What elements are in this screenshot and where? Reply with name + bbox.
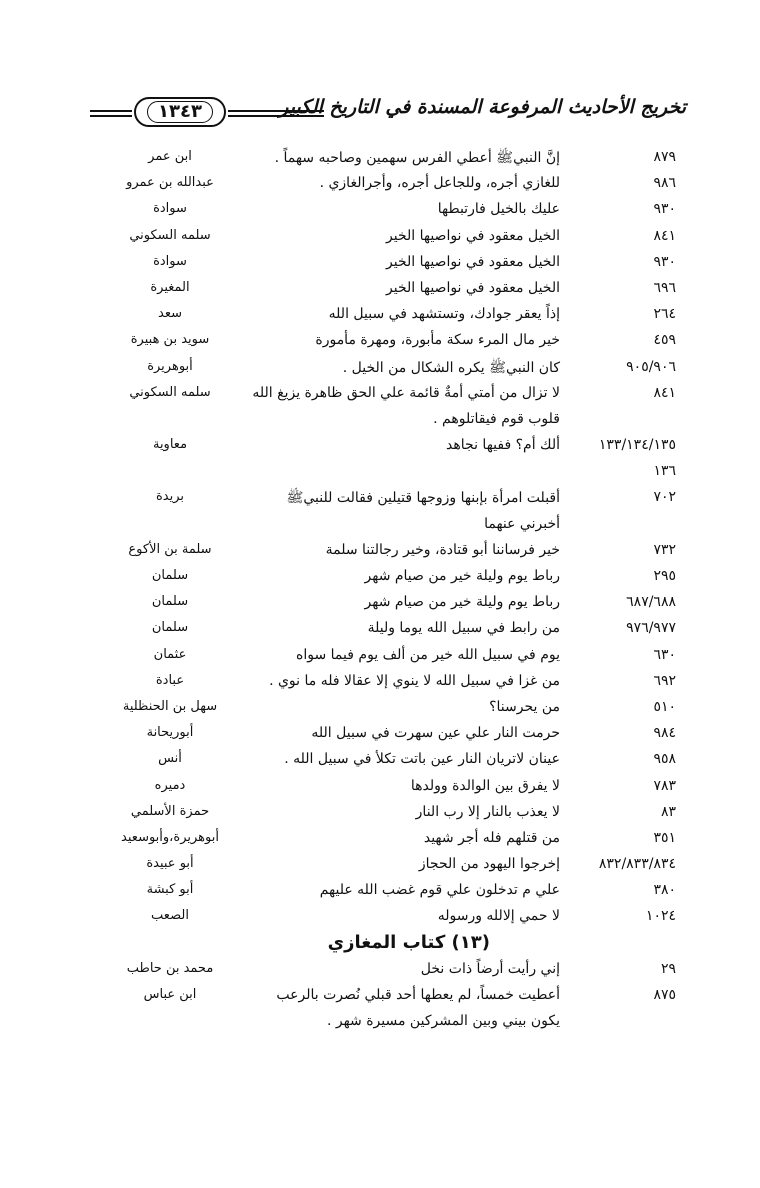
hadith-number: ٧٠٢ [653,489,676,506]
hadith-number: ٨٣ [660,803,676,820]
hadith-text: أعطيت خمساً، لم يعطها أحد قبلي نُصرت بالرعب [276,987,560,1003]
hadith-text: أقبلت امرأة بإبنها وزوجها قتيلين فقالت للنبيﷺ [286,490,560,507]
narrator-name: سويد بن هبيرة [130,332,210,348]
index-row [0,408,760,434]
hadith-text: من قتلهم فله أجر شهيد [423,829,560,846]
narrator-name: سلمان [151,620,189,636]
page-header [90,92,686,136]
index-row [0,827,760,853]
index-row [0,382,760,408]
index-row [0,984,760,1010]
hadith-text: إنَّ النبيﷺ أعطي الفرس سهمين وصاحبه سهماً . [274,150,560,166]
narrator-name: أنس [158,751,182,767]
narrator-name: المغيرة [150,279,190,295]
index-row [0,513,760,539]
hadith-text: لا حمي إلالله ورسوله [437,908,560,925]
index-row [0,775,760,801]
index-row [0,225,760,251]
hadith-number: ٦٩٢ [653,672,676,689]
hadith-text: للغازي أجره، وللجاعل أجره، وأجرالغازي . [319,175,560,192]
narrator-name: عبادة [155,672,185,688]
header-rule [90,115,132,117]
hadith-number: ٢٩٥ [653,568,676,584]
narrator-name: سعد [158,306,182,322]
index-row [0,670,760,696]
hadith-number: ٦٩٦ [653,279,676,296]
index-row [0,434,760,460]
index-row [0,722,760,748]
index-row [0,617,760,643]
hadith-text: عينان لاتريان النار عين باتت تكلأ في سبيل الله . [284,751,560,768]
hadith-text: لا يفرق بين الوالدة وولدها [410,777,560,794]
index-row [0,146,760,172]
narrator-name: بريدة [155,489,185,505]
hadith-number: ٣٥١ [653,829,676,846]
hadith-text: رباط يوم وليلة خير من صيام شهر [364,568,560,584]
hadith-text: حرمت النار علي عين سهرت في سبيل الله [311,725,560,742]
hadith-text: من غزا في سبيل الله لا ينوي إلا عقالا فله ما نوي . [269,672,560,689]
hadith-index-list [0,146,760,1036]
section-heading: (١٣) كتاب المغازي [327,931,490,953]
narrator-name: محمد بن حاطب [126,960,214,976]
narrator-name: عثمان [153,646,187,662]
page-number: ١٣٤٣ [147,101,213,123]
hadith-number: ٨٤١ [653,384,676,401]
hadith-text: إني رأيت أرضاً ذات نخل [420,960,560,977]
index-row [0,905,760,931]
hadith-number: ٨٧٥ [653,987,676,1003]
hadith-number: ٣٨٠ [653,882,676,899]
header-rule [90,110,132,112]
narrator-name: سهل بن الحنظلية [122,698,218,714]
hadith-number: ٦٣٠ [653,646,676,663]
index-row [0,329,760,355]
hadith-text: لا يعذب بالنار إلا رب النار [415,803,560,820]
narrator-name: سوادة [153,201,187,217]
hadith-number: ٩٨٤ [653,725,676,742]
narrator-name: ابن عمر [148,149,192,164]
index-row [0,277,760,303]
index-row [0,644,760,670]
narrator-name: أبوهريرة،وأبوسعيد [121,829,219,845]
index-row [0,172,760,198]
narrator-name: أبو كبشة [146,882,194,898]
index-row [0,958,760,984]
index-row [0,460,760,486]
hadith-text: يكون بيني وبين المشركين مسيرة شهر . [326,1013,560,1030]
index-row [0,198,760,224]
hadith-number: ٥١٠ [653,698,676,715]
index-row [0,251,760,277]
hadith-text: رباط يوم وليلة خير من صيام شهر [364,594,560,611]
hadith-number: ٨٤١ [653,227,676,244]
narrator-name: سلمان [151,568,189,583]
hadith-text: من رابط في سبيل الله يوما وليلة [367,620,560,637]
index-row [0,565,760,591]
index-row [0,748,760,774]
narrator-name: حمزة الأسلمي [130,803,210,819]
hadith-number: ١٣٣/١٣٤/١٣٥ [598,437,676,454]
hadith-text: إخرجوا اليهود من الحجاز [418,856,560,873]
hadith-number: ٩٠٥/٩٠٦ [626,358,676,375]
narrator-name: سلمان [151,594,189,610]
narrator-name: دميره [154,777,186,793]
hadith-text: إذاً يعقر جوادك، وتستشهد في سبيل الله [328,306,560,323]
hadith-number: ٧٣٢ [653,541,676,558]
hadith-number: ٧٨٣ [653,777,676,794]
hadith-number: ٨٧٩ [653,149,676,165]
index-row [0,356,760,382]
index-row [0,539,760,565]
index-row [0,853,760,879]
hadith-text: من يحرسنا؟ [489,698,560,715]
narrator-name: سلمة بن الأكوع [128,541,212,557]
hadith-text: لا تزال من أمتي أمةٌ قائمة علي الحق ظاهرة يزيغ الله [252,384,560,401]
hadith-number: ١٠٢٤ [645,908,676,925]
hadith-text: أخبرني عنهما [484,515,560,532]
hadith-number: ٩٧٦/٩٧٧ [626,620,676,637]
running-title: تخريج الأحاديث المرفوعة المسندة في التاريخ الكبير [279,96,686,118]
narrator-name: عبدالله بن عمرو [126,175,214,191]
hadith-text: خير فرساننا أبو قتادة، وخير رجالتنا سلمة [325,541,560,558]
hadith-number: ٩٨٦ [653,175,676,192]
index-row [0,696,760,722]
narrator-name: سلمه السكوني [129,384,211,400]
hadith-text: كان النبيﷺ يكره الشكال من الخيل . [342,359,560,376]
hadith-number: ١٣٦ [653,463,676,480]
hadith-number: ٦٨٧/٦٨٨ [626,594,676,611]
narrator-name: ابن عباس [143,987,197,1002]
narrator-name: أبو عبيدة [146,856,194,872]
page-number-frame [134,97,226,127]
hadith-text: الخيل معقود في نواصيها الخير [386,227,560,244]
hadith-number: ٢٦٤ [653,306,676,323]
narrator-name: الصعب [151,908,189,924]
hadith-number: ٢٩ [660,960,676,977]
hadith-text: الخيل معقود في نواصيها الخير [386,279,560,296]
hadith-text: علي م تدخلون علي قوم غضب الله عليهم [319,882,560,899]
index-row [0,486,760,512]
hadith-number: ٤٥٩ [653,332,676,349]
index-row [0,932,760,958]
hadith-number: ٩٣٠ [653,201,676,218]
hadith-text: يوم في سبيل الله خير من ألف يوم فيما سواه [296,646,560,663]
index-row [0,801,760,827]
hadith-text: ألك أم؟ ففيها نجاهد [446,437,560,454]
narrator-name: معاوية [152,437,188,453]
hadith-text: قلوب قوم فيقاتلوهم . [433,410,560,427]
hadith-text: عليك بالخيل فارتبطها [437,201,560,218]
narrator-name: سوادة [153,253,187,269]
narrator-name: أبوريحانة [146,725,194,741]
hadith-number: ٩٥٨ [653,751,676,768]
hadith-number: ٩٣٠ [653,253,676,270]
index-row [0,879,760,905]
hadith-text: الخيل معقود في نواصيها الخير [386,253,560,270]
narrator-name: أبوهريرة [147,358,193,374]
index-row [0,1010,760,1036]
index-row [0,591,760,617]
narrator-name: سلمه السكوني [129,227,211,243]
hadith-number: ٨٣٢/٨٣٣/٨٣٤ [598,856,676,873]
index-row [0,303,760,329]
hadith-text: خير مال المرء سكة مأبورة، ومهرة مأمورة [315,332,560,349]
